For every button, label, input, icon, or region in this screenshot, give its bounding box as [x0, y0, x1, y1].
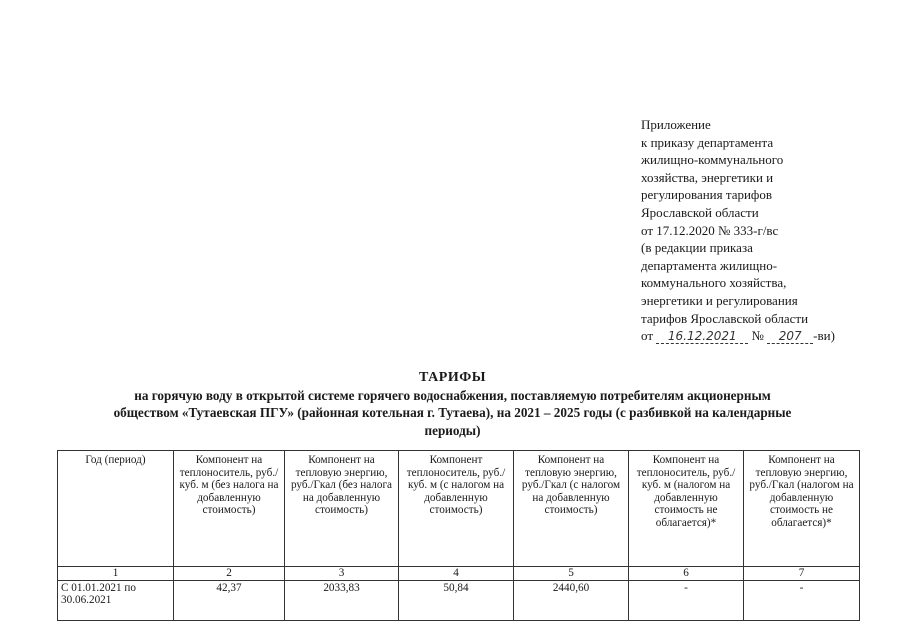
- appendix-line: жилищно-коммунального: [641, 152, 784, 168]
- period-cell: С 01.01.2021 по 30.06.2021: [58, 580, 174, 620]
- title-main: ТАРИФЫ: [419, 370, 486, 385]
- column-number: 5: [514, 567, 629, 581]
- appendix-line: хозяйства, энергетики и: [641, 169, 774, 185]
- appendix-line: (в редакции приказа: [641, 240, 753, 256]
- appendix-block: [641, 116, 881, 345]
- header-cell: Компонент на тепловую энергию, руб./Гкал (с налогом на добавленную стоимость): [514, 451, 629, 567]
- value-cell: 50,84: [399, 580, 514, 620]
- column-number: 7: [744, 567, 860, 581]
- column-number: 1: [58, 567, 174, 581]
- appendix-line: коммунального хозяйства,: [641, 275, 787, 291]
- value-cell: 42,37: [174, 580, 285, 620]
- amendment-prefix: от: [641, 328, 654, 344]
- header-cell: Компонент на теплоноситель, руб./ куб. м (без налога на добавленную стоимость): [174, 451, 285, 567]
- column-number: 4: [399, 567, 514, 581]
- amendment-suffix: -ви): [813, 328, 835, 344]
- appendix-line: Ярославской области: [641, 204, 759, 220]
- appendix-line: департамента жилищно-: [641, 257, 778, 273]
- appendix-line: энергетики и регулирования: [641, 292, 798, 308]
- amendment-number-sign: №: [751, 328, 764, 344]
- appendix-line: Приложение: [641, 117, 711, 132]
- handwritten-date: 16.12.2021: [656, 330, 748, 344]
- header-period: Год (период): [58, 451, 174, 567]
- header-cell: Компонент на теплоноситель, руб./куб. м (налогом на добавленную стоимость не облагается)*: [629, 451, 744, 567]
- appendix-line: к приказу департамента: [641, 134, 774, 150]
- appendix-line: регулирования тарифов: [641, 187, 772, 203]
- appendix-order-line: от 17.12.2020 № 333-г/вс: [641, 222, 779, 238]
- appendix-amendment-line: [641, 327, 881, 345]
- title-line: периоды): [424, 422, 481, 438]
- tariff-table: [57, 450, 860, 621]
- appendix-line: тарифов Ярославской области: [641, 310, 809, 326]
- table-header-row: [58, 451, 860, 567]
- title-line: обществом «Тутаевская ПГУ» (районная котельная г. Тутаева), на 2021 – 2025 годы (с разбивкой на календарные: [113, 405, 792, 420]
- header-cell: Компонент на тепловую энергию, руб./Гкал (без налога на добавленную стоимость): [285, 451, 399, 567]
- handwritten-number: 207: [767, 330, 813, 344]
- column-number: 3: [285, 567, 399, 581]
- value-cell: 2033,83: [285, 580, 399, 620]
- value-cell: -: [744, 580, 860, 620]
- document-title: [40, 369, 865, 439]
- column-number-row: [58, 567, 860, 581]
- title-line: на горячую воду в открытой системе горячего водоснабжения, поставляемую потребителям акционерным: [134, 387, 771, 403]
- header-cell: Компонент на тепловую энергию, руб./Гкал (налогом на добавленную стоимость не облагается)*: [744, 451, 860, 567]
- table-row: [58, 580, 860, 620]
- column-number: 6: [629, 567, 744, 581]
- value-cell: 2440,60: [514, 580, 629, 620]
- column-number: 2: [174, 567, 285, 581]
- value-cell: -: [629, 580, 744, 620]
- header-cell: Компонент теплоноситель, руб./ куб. м (с налогом на добавленную стоимость): [399, 451, 514, 567]
